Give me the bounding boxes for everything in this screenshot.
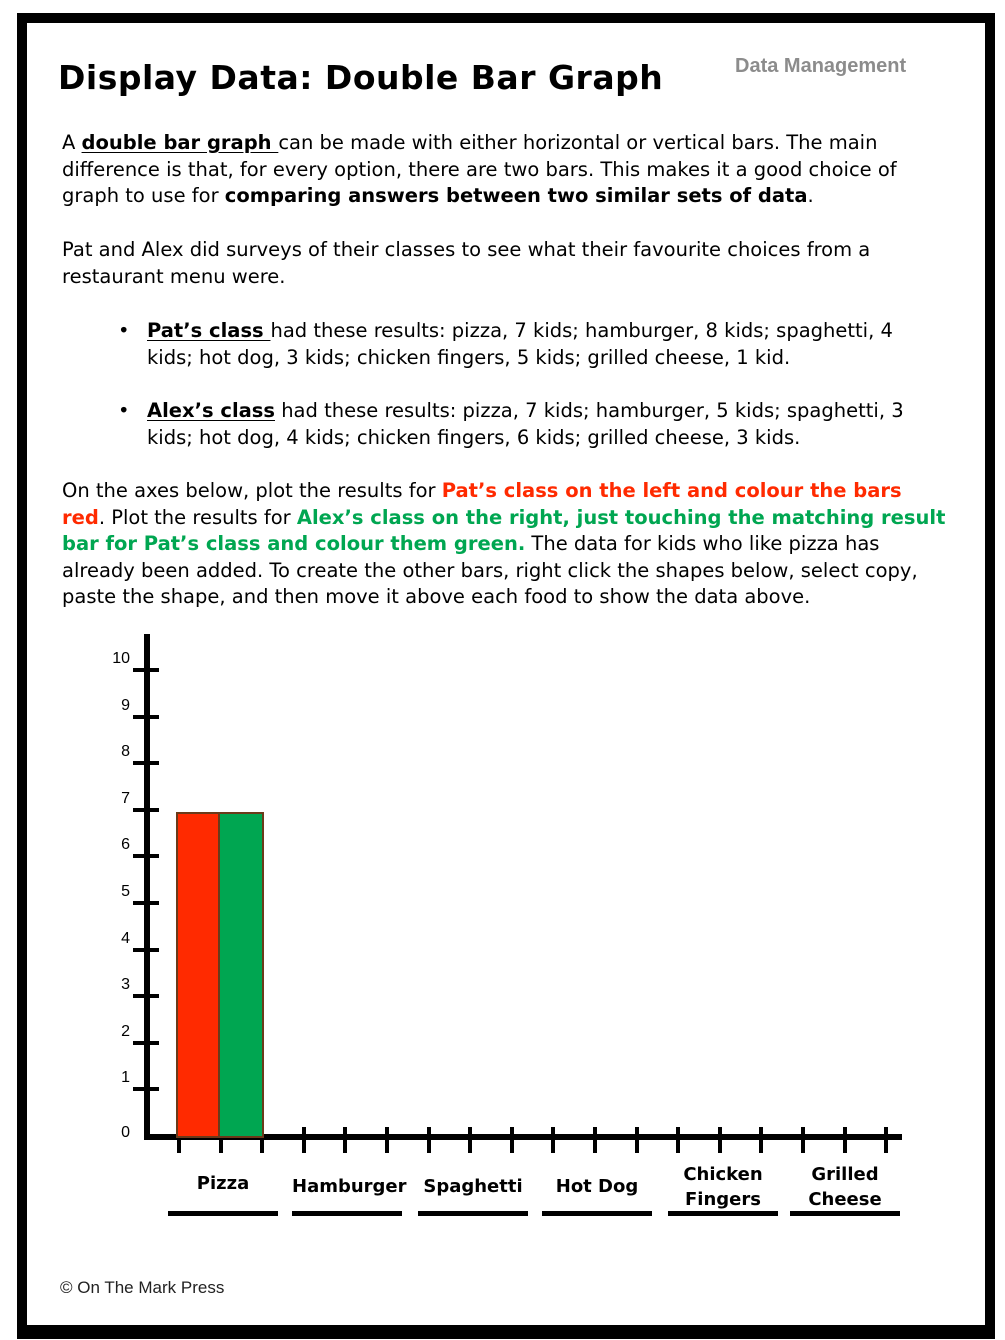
x-tick bbox=[343, 1127, 347, 1153]
page-title: Display Data: Double Bar Graph bbox=[58, 58, 664, 97]
y-tick-label: 3 bbox=[121, 976, 130, 994]
alex-class-label: Alex’s class bbox=[147, 399, 275, 422]
x-tick bbox=[427, 1127, 431, 1153]
intro-text: A bbox=[62, 131, 82, 154]
pat-class-label: Pat’s class bbox=[147, 319, 271, 342]
category-underline bbox=[418, 1211, 528, 1216]
y-tick bbox=[133, 668, 159, 672]
y-tick bbox=[133, 901, 159, 905]
y-tick bbox=[133, 1041, 159, 1045]
category-label bbox=[668, 1162, 778, 1212]
x-tick bbox=[676, 1127, 680, 1153]
bar-alex[interactable] bbox=[218, 812, 264, 1138]
category-underline bbox=[542, 1211, 652, 1216]
x-tick bbox=[468, 1127, 472, 1153]
y-tick bbox=[133, 854, 159, 858]
y-tick-label: 0 bbox=[121, 1124, 130, 1141]
x-tick bbox=[759, 1127, 763, 1153]
bullet-icon: • bbox=[118, 319, 130, 342]
x-tick bbox=[510, 1127, 514, 1153]
emphasis-text: comparing answers between two similar sets of data bbox=[224, 184, 808, 207]
y-tick bbox=[133, 994, 159, 998]
y-tick-label: 9 bbox=[121, 696, 130, 714]
category-label-line: Cheese bbox=[808, 1189, 882, 1210]
category-label bbox=[168, 1171, 278, 1196]
survey-paragraph: Pat and Alex did surveys of their classes to see what their favourite choices from a restaurant menu were. bbox=[62, 238, 871, 288]
category-label bbox=[790, 1162, 900, 1212]
y-tick-label: 1 bbox=[121, 1069, 130, 1087]
intro-text: . bbox=[807, 184, 814, 207]
intro-text: can be made with either horizontal or vertical bars. The main difference is that, for every option, there are two bars. This makes it a good choice of graph to use for bbox=[62, 131, 897, 207]
y-tick bbox=[133, 715, 159, 719]
y-tick-label: 6 bbox=[121, 836, 130, 854]
term-double-bar-graph: double bar graph bbox=[81, 131, 279, 154]
category-label-line: Spaghetti bbox=[423, 1176, 523, 1197]
category-underline bbox=[790, 1211, 900, 1216]
x-tick bbox=[385, 1127, 389, 1153]
y-tick-label: 8 bbox=[121, 743, 130, 761]
x-tick bbox=[302, 1127, 306, 1153]
bullet-icon: • bbox=[118, 399, 130, 422]
x-tick bbox=[801, 1127, 805, 1153]
category-underline bbox=[292, 1211, 402, 1216]
category-label bbox=[418, 1174, 528, 1199]
category-label-line: Hot Dog bbox=[555, 1176, 639, 1197]
x-tick bbox=[884, 1127, 888, 1153]
category-label-line: Hamburger bbox=[292, 1176, 407, 1197]
instructions-text: The data for kids who like pizza has already been added. To create the other bars, right click the shapes below, select copy, paste the shape, and then move it above each food to show the data above. bbox=[62, 532, 918, 608]
instructions-text: . Plot the results for bbox=[98, 505, 297, 529]
category-underline bbox=[168, 1211, 278, 1216]
category-underline bbox=[668, 1211, 778, 1216]
category-label-line: Grilled bbox=[811, 1164, 879, 1185]
category-label bbox=[292, 1174, 407, 1199]
y-tick-label: 7 bbox=[121, 789, 130, 807]
alex-instruction: Alex’s class on the right, just touching the matching result bar for Pat’s class and colour them green. bbox=[62, 505, 946, 555]
x-tick bbox=[551, 1127, 555, 1153]
y-tick-label: 4 bbox=[121, 929, 130, 947]
alex-class-results: had these results: pizza, 7 kids; hamburger, 5 kids; spaghetti, 3 kids; hot dog, 4 kids; chicken fingers, 6 kids; grilled cheese, 3 kids. bbox=[147, 399, 904, 449]
x-tick bbox=[635, 1127, 639, 1153]
y-tick-label: 2 bbox=[121, 1022, 130, 1040]
x-tick bbox=[718, 1127, 722, 1153]
x-tick bbox=[260, 1137, 264, 1153]
category-label bbox=[542, 1174, 652, 1199]
copyright-footer: © On The Mark Press bbox=[60, 1278, 225, 1297]
y-tick bbox=[133, 761, 159, 765]
category-label-line: Fingers bbox=[685, 1189, 761, 1210]
x-tick bbox=[177, 1137, 181, 1153]
category-label-line: Chicken bbox=[683, 1164, 763, 1185]
y-tick bbox=[133, 1087, 159, 1091]
instructions-text: On the axes below, plot the results for bbox=[62, 479, 442, 502]
x-tick bbox=[593, 1127, 597, 1153]
y-tick bbox=[133, 948, 159, 952]
pat-class-results: had these results: pizza, 7 kids; hamburger, 8 kids; spaghetti, 4 kids; hot dog, 3 kids; chicken fingers, 5 kids; grilled cheese, 1 kid. bbox=[147, 319, 893, 369]
pat-instruction: Pat’s class on the left and colour the bars red bbox=[62, 479, 902, 529]
y-tick-label: 10 bbox=[112, 650, 130, 667]
x-tick bbox=[219, 1137, 223, 1153]
category-label-line: Pizza bbox=[196, 1173, 250, 1194]
y-tick-label: 5 bbox=[121, 883, 130, 900]
x-tick bbox=[843, 1127, 847, 1153]
y-tick bbox=[133, 808, 159, 812]
bar-pat[interactable] bbox=[176, 812, 222, 1138]
subject-label: Data Management bbox=[735, 55, 907, 77]
y-axis bbox=[144, 634, 150, 1140]
